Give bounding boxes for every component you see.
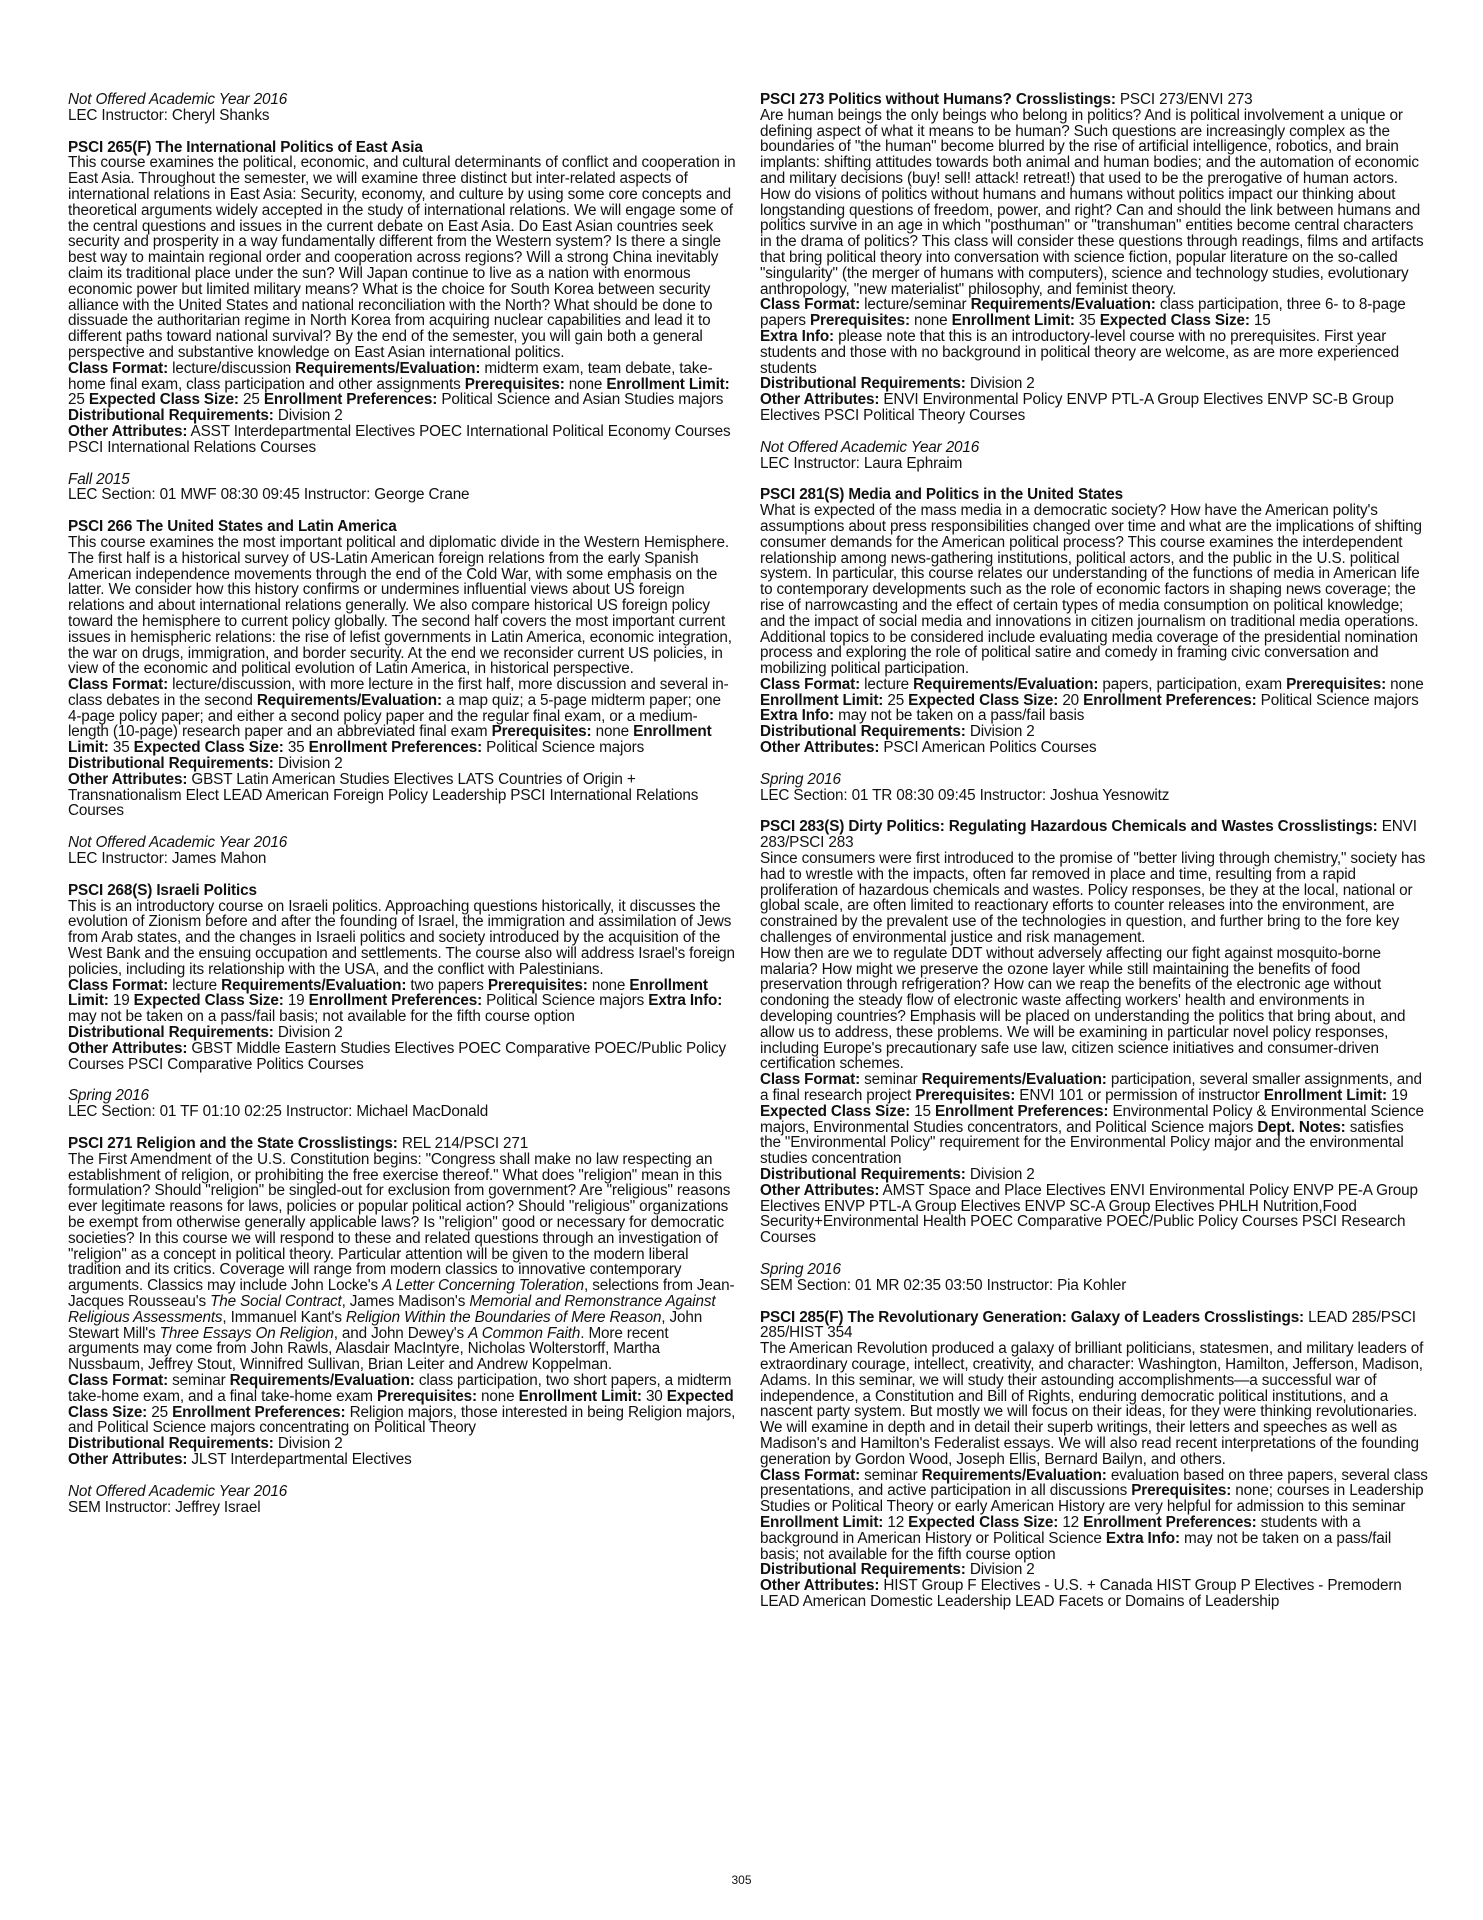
field-label: Dept. Notes: [1257,1118,1346,1136]
field-label: Class Format: [760,1466,861,1484]
offering-term: Spring 2016 [68,1087,149,1105]
field-label: Enrollment Preferences: [1083,691,1257,709]
course-description: This is an introductory course on Israeli politics. Approaching questions historically, it discusses the evolution of Zionism before and after the founding of Israel, the immigration and assimilation of Jews from Arab states, and the changes in Israeli politics and society introduced by the acquisition of the West Bank and the ensuing occupation and settlements. The course also will address Israel's foreign policies, including its relationship with the USA, and the conflict with Palestinians. [68,897,735,978]
field-value: two papers [410,976,484,994]
field-label: Expected Class Size: [68,1387,734,1421]
course-title: PSCI 285(F) The Revolutionary Generation: Galaxy of Leaders [760,1308,1200,1326]
field-label: Other Attributes: [760,1181,880,1199]
offering-block [68,1484,738,1516]
spacer [68,503,738,519]
field-label: Prerequisites: [915,1087,1016,1105]
field-value: seminar [864,1466,918,1484]
spacer [68,1468,738,1484]
field-value: a map quiz; a 5-page midterm paper; one 4-page policy paper; and either a second policy paper and the regular final exam, or a medium-length (10-page) research paper and an abbreviated final exam [68,691,721,741]
distributional-requirements [760,376,1428,392]
field-value: GBST Latin American Studies Electives LATS Countries of Origin + Transnationalism Elect LEAD American Foreign Policy Leadership PSCI International Relations Courses [68,770,699,820]
field-label: Requirements/Evaluation: [221,976,407,994]
course-details [68,1373,738,1436]
field-value: 25 [887,691,905,709]
field-label: Enrollment Preferences: [934,1102,1109,1120]
offering-block [68,92,738,124]
description-text: , James Madison's [341,1292,470,1310]
field-label: Requirements/Evaluation: [295,359,481,377]
course-block [760,819,1428,1246]
crosslistings-label: Crosslistings: [297,1135,398,1153]
field-label: Enrollment Limit: [1263,1087,1387,1105]
field-value: students with a background in American History or Political Science [760,1513,1361,1547]
course-description: The American Revolution produced a galaxy of brilliant politicians, statesmen, and military leaders of extraordinary courage, intellect, creativity, and character: Washington, Hamilton, Jefferson, Madison, Adams. In this seminar, we will study their astounding accomplishments—a successful war of independence, a Constitution and Bill of Rights, enduring democratic political institutions, and a nascent party system. But mostly we will focus on their ideas, for they were thinking revolutionaries. We will examine in depth and in detail their superb writings, their letters and speeches as well as Madison's and Hamilton's Federalist essays. We will also read recent interpretations of the founding generation by Gordon Wood, Joseph Ellis, Bernard Bailyn, and others. [760,1340,1424,1468]
book-title: A Common Faith [468,1324,581,1342]
course-description: Are human beings the only beings who belong in politics? And is political involvement a unique or defining aspect of what it means to be human? Such questions are increasingly complex as the boundaries of "the human" become blurred by the rise of artificial intelligence, robotics, and brain implants: shifting attitudes towards both animal and human bodies; and the automation of economic and military decisions (buy! sell! attack! retreat!) that used to be the prerogative of human actors. How do visions of politics without humans and humans without politics impact our thinking about longstanding questions of freedom, power, and right? Can and should the link between humans and politics survive in an age in which "posthuman" or "transhuman" entities become central characters in the drama of politics? This class will consider these questions through readings, films and artifacts that bring political theory into conversation with science fiction, popular literature on the so-called "singularity" (the merger of humans with computers), science and technology studies, evolutionary anthropology, "new materialist" philosophy, and feminist theory. [760,106,1424,298]
field-value: none [595,723,630,741]
distributional-requirements [760,1562,1428,1578]
book-title: A Letter Concerning Toleration [382,1277,585,1295]
description-text: . More recent arguments may come from John Rawls, Alasdair MacIntyre, Nicholas Wolterstorff, Martha Nussbaum, Jeffrey Stout, Winnifred Sullivan, Brian Leiter and Andrew Koppelman. [68,1324,669,1374]
crosslistings-label: Crosslistings: [1277,818,1378,836]
field-label: Distributional Requirements: [760,1166,966,1183]
left-column [68,92,738,1515]
field-label: Prerequisites: [377,1387,477,1405]
book-title: Three Essays On Religion [159,1324,334,1342]
field-label: Extra Info: [1105,1529,1180,1547]
course-title-line [760,1310,1428,1342]
field-label: Class Format: [68,359,169,377]
field-label: Enrollment Limit: [68,723,712,757]
offering-block [760,440,1428,472]
field-label: Requirements/Evaluation: [256,691,442,709]
field-value: 12 [887,1513,905,1531]
spacer [68,124,738,140]
field-label: Other Attributes: [68,1450,188,1468]
field-label: Other Attributes: [68,422,188,440]
other-attributes [760,392,1428,424]
field-label: Class Format: [68,976,169,994]
field-label: Other Attributes: [760,739,880,757]
course-title-line [68,519,738,535]
course-title-line [760,92,1428,108]
field-label: Distributional Requirements: [760,1561,966,1579]
course-block [68,140,738,456]
spacer [760,1294,1428,1310]
field-label: Prerequisites: [464,375,565,393]
field-label: Class Format: [760,1071,861,1089]
course-details [68,361,738,408]
field-value: HIST Group F Electives - U.S. + Canada HIST Group P Electives - Premodern LEAD American Domestic Leadership LEAD Facets or Domains of Leadership [760,1577,1402,1610]
field-value: participation, several smaller assignments, and a final research project [760,1071,1422,1105]
crosslistings-value: REL 214/PSCI 271 [401,1135,529,1153]
field-label: Enrollment Limit: [518,1387,642,1405]
field-value: none [591,976,626,994]
field-label: Prerequisites: [1131,1482,1232,1500]
distributional-requirements [68,1025,738,1041]
book-title: The Social Contract [210,1292,342,1310]
spacer [68,456,738,472]
field-value: papers, participation, exam [1102,675,1282,693]
field-label: Expected Class Size: [88,391,239,409]
field-label: Enrollment Preferences: [1083,1513,1257,1531]
spacer [68,819,738,835]
field-value: lecture/discussion [172,359,292,377]
offering-info: SEM Instructor: Jeffrey Israel [68,1498,261,1516]
crosslistings-value: PSCI 273/ENVI 273 [1119,91,1253,108]
field-value: 15 [1253,312,1271,330]
field-value: Division 2 [277,1024,343,1042]
other-attributes [760,1578,1428,1610]
field-label: Requirements/Evaluation: [921,1071,1107,1089]
course-description: Since consumers were first introduced to the promise of "better living through chemistry," society has had to wrestle with the impacts, often far removed in place and time, resulting from a rapid proliferation of hazardous chemicals and wastes. Policy responses, be they at the local, national or global scale, are often limited to reactionary efforts to counter releases into the environment, are constrained by the prevalent use of the technologies in question, and further bring to the fore key challenges of environmental justice and risk management. [760,850,1426,947]
field-value: Division 2 [277,755,343,773]
field-label: Class Format: [68,1371,169,1389]
description-text: , John Stewart Mill's [68,1308,703,1342]
field-value: Political Science and Asian Studies majors [441,391,724,409]
field-value: may not be taken on a pass/fail basis [838,707,1085,725]
field-value: lecture [864,675,910,693]
offering-block [760,772,1428,804]
spacer [68,1072,738,1088]
field-value: 35 [112,739,130,757]
field-value: 15 [914,1102,931,1120]
field-value: may not be taken on a pass/fail basis; not available for the fifth course option [760,1529,1392,1563]
field-label: Other Attributes: [760,1577,880,1595]
right-column [760,92,1428,1610]
field-value: GBST Middle Eastern Studies Electives POEC Comparative POEC/Public Policy Courses PSCI Comparative Politics Courses [68,1039,726,1073]
course-title: PSCI 268(S) Israeli Politics [68,881,257,899]
field-value: 35 [287,739,305,757]
book-title: Memorial and Remonstrance Against Religious Assessments [68,1292,716,1326]
book-title: Religion Within the Boundaries of Mere Reason [345,1308,662,1326]
course-title: PSCI 266 The United States and Latin America [68,518,397,536]
offering-term: Spring 2016 [760,1260,841,1278]
field-label: Enrollment Preferences: [172,1403,346,1421]
field-value: none [568,375,603,393]
field-label: Other Attributes: [760,391,880,409]
field-value: Political Science majors [1260,691,1419,709]
course-title: PSCI 281(S) Media and Politics in the United States [760,486,1123,504]
course-title-line [68,883,738,899]
spacer [760,424,1428,440]
field-label: Enrollment Preferences: [308,992,483,1010]
offering-info: LEC Instructor: Cheryl Shanks [68,106,270,124]
spacer [760,471,1428,487]
offering-info: LEC Section: 01 TR 08:30 09:45 Instructor: Joshua Yesnowitz [760,786,1170,804]
field-label: Expected Class Size: [760,1102,911,1120]
course-description: What is expected of the mass media in a democratic society? How have the American polity's assumptions about press responsibilities changed over time and what are the implications of shifting consumer demands for the American political process? This course examines the interdependent relationship among news-gathering institutions, political actors, and the public in the U.S. political system. In particular, this course relates our understanding of the functions of media in American life to contemporary developments such as the role of economic factors in shaping news coverage; the rise of narrowcasting and the effect of certain types of media consumption on political knowledge; and the impact of social media and innovations in citizen journalism on traditional media operations. Additional topics to be considered include evaluating media coverage of the presidential nomination process and exploring the role of political satire and comedy in framing civic conversation and mobilizing political participation. [760,502,1422,678]
field-label: Distributional Requirements: [760,723,966,741]
field-label: Extra Info: [760,707,834,725]
field-value: 35 [1078,312,1096,330]
offering-info: SEM Section: 01 MR 02:35 03:50 Instructor: Pia Kohler [760,1276,1127,1294]
field-value: 25 [242,391,260,409]
field-value: seminar [864,1071,918,1089]
field-value: class participation, three 6- to 8-page papers [760,296,1406,330]
crosslistings-label: Crosslistings: [1015,91,1116,108]
field-value: Division 2 [277,1435,343,1453]
field-value: Political Science majors [486,739,645,757]
course-description: This course examines the political, economic, and cultural determinants of conflict and cooperation in East Asia. Throughout the semester, we will examine three distinct but inter-related aspects of international relations in East Asia: Security, economy, and culture by using some core concepts and theoretical arguments widely accepted in the study of international relations. We will engage some of the central questions and issues in the current debate on East Asia. Do East Asian countries seek security and prosperity in a way fundamentally different from the Western system? Is there a single best way to maintain regional order and cooperation across regions? Will a strong China inevitably claim its traditional place under the sun? Will Japan continue to live as a nation with enormous economic power but limited military means? What is the choice for South Korea between security alliance with the United States and national reconciliation with the North? What should be done to dissuade the authoritarian regime in North Korea from acquiring nuclear capabilities and lead it to different paths toward national survival? By the end of the semester, you will gain both a general perspective and substantive knowledge on East Asian international politics. [68,154,736,361]
field-value: ENVI Environmental Policy ENVP PTL-A Group Electives ENVP SC-B Group Electives PSCI Political Theory Courses [760,391,1394,424]
offering-block [68,472,738,504]
offering-block [68,1088,738,1120]
description-text: , Immanuel Kant's [222,1308,346,1326]
course-details [760,1468,1428,1563]
page-number: 305 [731,1873,752,1887]
field-value: Division 2 [277,407,343,425]
field-value: Religion majors, those interested in being Religion majors, and Political Science majors concentrating on Political Theory [68,1403,736,1437]
field-value: midterm exam, team debate, take-home final exam, class participation and other assignments [68,359,713,393]
distributional-requirements [68,1436,738,1452]
field-label: Enrollment Preferences: [263,391,438,409]
field-label: Other Attributes: [68,770,188,788]
field-value: evaluation based on three papers, several class presentations, and active participation in all discussions [760,1466,1428,1500]
field-label: Requirements/Evaluation: [229,1371,415,1389]
field-value: JLST Interdepartmental Electives [191,1450,412,1468]
field-label: Prerequisites: [491,723,592,741]
course-title: PSCI 283(S) Dirty Politics: Regulating Hazardous Chemicals and Wastes [760,818,1274,836]
offering-info: LEC Instructor: James Mahon [68,850,267,868]
spacer [760,1246,1428,1262]
field-label: Expected Class Size: [133,992,284,1010]
crosslistings-label: Crosslistings: [1204,1308,1304,1326]
field-label: Extra Info: [648,992,723,1010]
course-block [68,1136,738,1468]
field-value: 19 [287,992,305,1010]
field-value: lecture [172,976,218,994]
field-value: 19 [112,992,130,1010]
field-label: Enrollment Limit: [760,1513,884,1531]
field-value: may not be taken on a pass/fail basis; not available for the fifth course option [68,1008,575,1026]
field-value: 25 [68,391,85,409]
field-label: Enrollment Limit: [760,691,884,709]
offering-term: Not Offered Academic Year 2016 [68,834,288,852]
crosslistings-value: ENVI 283/PSCI 283 [760,818,1417,852]
field-value: none [481,1387,515,1405]
course-title: PSCI 273 Politics without Humans? [760,91,1012,108]
field-label: Class Format: [68,676,169,694]
course-block [760,1310,1428,1610]
course-block [68,883,738,1073]
field-label: Distributional Requirements: [68,755,274,773]
offering-info: LEC Section: 01 MWF 08:30 09:45 Instructor: George Crane [68,486,470,504]
course-title-line [760,819,1428,851]
field-value: Division 2 [969,1166,1035,1183]
course-details [68,978,738,1025]
field-value: Division 2 [969,375,1035,393]
course-description [68,1152,738,1373]
field-label: Prerequisites: [809,312,910,330]
field-label: Enrollment Limit: [606,375,730,393]
field-value: 30 [645,1387,663,1405]
field-label: Requirements/Evaluation: [970,296,1156,314]
field-label: Distributional Requirements: [68,1435,274,1453]
other-attributes [68,1041,738,1073]
field-label: Distributional Requirements: [760,375,966,393]
description-text: , and John Dewey's [333,1324,469,1342]
field-label: Distributional Requirements: [68,407,274,425]
offering-block [760,1262,1428,1294]
course-title-line [760,487,1428,503]
field-value: none; courses in Leadership Studies or Political Theory or early American History are very helpful for admission to this seminar [760,1482,1424,1516]
field-value: ENVI 101 or permission of instructor [1019,1087,1260,1105]
distributional-requirements [760,724,1428,740]
field-label: Enrollment Limit: [951,312,1075,330]
field-label: Distributional Requirements: [68,1024,274,1042]
course-block [760,92,1428,424]
course-description: This course examines the most important political and diplomatic divide in the Western Hemisphere. The first half is a historical survey of US-Latin American foreign relations from the early Spanish American independence movements through the end of the Cold War, with some emphasis on the latter. We consider how this history confirms or undermines influential views about US foreign relations and about international relations generally. We also compare historical US foreign policy toward the hemisphere to current policy globally. The second half covers the most important current issues in hemispheric relations: the rise of lefist governments in Latin America, economic integration, the war on drugs, immigration, and border security. At the end we reconsider current US policies, in view of the economic and political evolution of Latin America, in historical perspective. [68,533,732,678]
field-value: Division 2 [969,723,1035,741]
course-title-line [68,140,738,156]
field-value: none [914,312,948,330]
field-value: satisfies the "Environmental Policy" requirement for the Environmental Policy major and the environmental studies concentration [760,1118,1404,1168]
offering-info: LEC Instructor: Laura Ephraim [760,454,963,472]
field-value: PSCI American Politics Courses [883,739,1097,757]
field-label: Enrollment Limit: [68,976,708,1010]
course-details [760,677,1428,724]
spacer [760,803,1428,819]
course-title-line [68,1136,738,1152]
distributional-requirements [68,756,738,772]
course-block [760,487,1428,756]
spacer [760,756,1428,772]
crosslistings-value: LEAD 285/PSCI 285/HIST 354 [760,1308,1416,1342]
field-label: Expected Class Size: [133,739,284,757]
field-label: Prerequisites: [487,976,588,994]
field-label: Enrollment Preferences: [308,739,483,757]
field-label: Class Format: [760,675,861,693]
field-label: Expected Class Size: [1099,312,1250,330]
other-attributes [68,1452,738,1468]
distributional-requirements [68,408,738,424]
field-label: Expected Class Size: [908,691,1059,709]
field-label: Requirements/Evaluation: [921,1466,1107,1484]
field-value: Division 2 [969,1561,1035,1579]
field-label: Other Attributes: [68,1039,188,1057]
offering-term: Not Offered Academic Year 2016 [68,91,288,108]
field-label: Class Format: [760,296,861,314]
offering-term: Spring 2016 [760,770,841,788]
field-label: Prerequisites: [1286,675,1387,693]
other-attributes [760,1183,1428,1246]
other-attributes [68,772,738,819]
description-text: The First Amendment of the U.S. Constitution begins: "Congress shall make no law respecting an establishment of religion, or prohibiting the free exercise thereof." What does "religion" mean in this formulation? Should "religion" be singled-out for exclusion from government? Are "religious" reasons ever legitimate reasons for laws, policies or popular political action? Should "religious" organizations be exempt from otherwise generally applicable laws? Is "religion" good or necessary for democratic societies? In this course we will respond to these and related questions through an investigation of "religion" as a concept in political theory. Particular attention will be given to the modern liberal tradition and its critics. Coverage will range from modern classics to innovative contemporary arguments. Classics may include John Locke's [68,1150,731,1295]
field-value: seminar [172,1371,226,1389]
field-value: lecture/seminar [864,296,967,314]
field-label: Requirements/Evaluation: [913,675,1099,693]
offering-term: Not Offered Academic Year 2016 [68,1482,288,1500]
field-value: 19 [1391,1087,1408,1105]
offering-term: Fall 2015 [68,470,130,488]
course-details [760,297,1428,329]
field-label: Extra Info: [760,327,834,345]
course-block [68,519,738,819]
course-title: PSCI 265(F) The International Politics of East Asia [68,138,423,156]
spacer [68,867,738,883]
field-value: AMST Space and Place Electives ENVI Environmental Policy ENVP PE-A Group Electives ENVP PTL-A Group Electives ENVP SC-A Group Electives PHLH Nutrition,Food Security+Environmental Health POEC Comparative POEC/Public Policy Courses PSCI Research Courses [760,1181,1418,1247]
field-value: 25 [151,1403,168,1421]
course-details [760,1072,1428,1167]
field-value: 20 [1062,691,1080,709]
other-attributes [68,424,738,456]
course-details [68,677,738,756]
field-value: please note that this is an introductory-level course with no prerequisites. First year students and those with no background in political theory are welcome, as are more experienced students [760,327,1399,377]
offering-term: Not Offered Academic Year 2016 [760,438,980,456]
field-value: Political Science majors [486,992,645,1010]
field-label: Expected Class Size: [908,1513,1059,1531]
extra-info [760,329,1428,376]
field-value: class participation, two short papers, a midterm take-home exam, and a final take-home exam [68,1371,732,1405]
other-attributes [760,740,1428,756]
course-description: How then are we to regulate DDT without adversely affecting our fight against mosquito-borne malaria? How might we preserve the ozone layer while still maintaining the benefits of food preservation through refrigeration? How can we reap the benefits of the electronic age without condoning the steady flow of electronic waste affecting workers' health and environments in developing countries? Emphasis will be placed on understanding the politics that bring about, and allow us to address, these problems. We will be examining in particular novel policy responses, including Europe's precautionary safe use law, citizen science initiatives and consumer-driven certification schemes. [760,944,1406,1073]
description-text: , selections from Jean-Jacques Rousseau's [68,1277,735,1310]
distributional-requirements [760,1167,1428,1183]
offering-block [68,835,738,867]
field-value: ASST Interdepartmental Electives POEC International Political Economy Courses PSCI International Relations Courses [68,422,731,456]
offering-info: LEC Section: 01 TF 01:10 02:25 Instructor: Michael MacDonald [68,1103,489,1121]
field-value: 12 [1062,1513,1080,1531]
field-value: lecture/discussion, with more lecture in the first half, more discussion and several in-class debates in the second [68,676,729,709]
course-title: PSCI 271 Religion and the State [68,1135,294,1153]
spacer [68,1120,738,1136]
field-value: Environmental Policy & Environmental Science majors, Environmental Studies concentrators, and Political Science majors [760,1102,1424,1136]
field-value: none [1390,675,1424,693]
